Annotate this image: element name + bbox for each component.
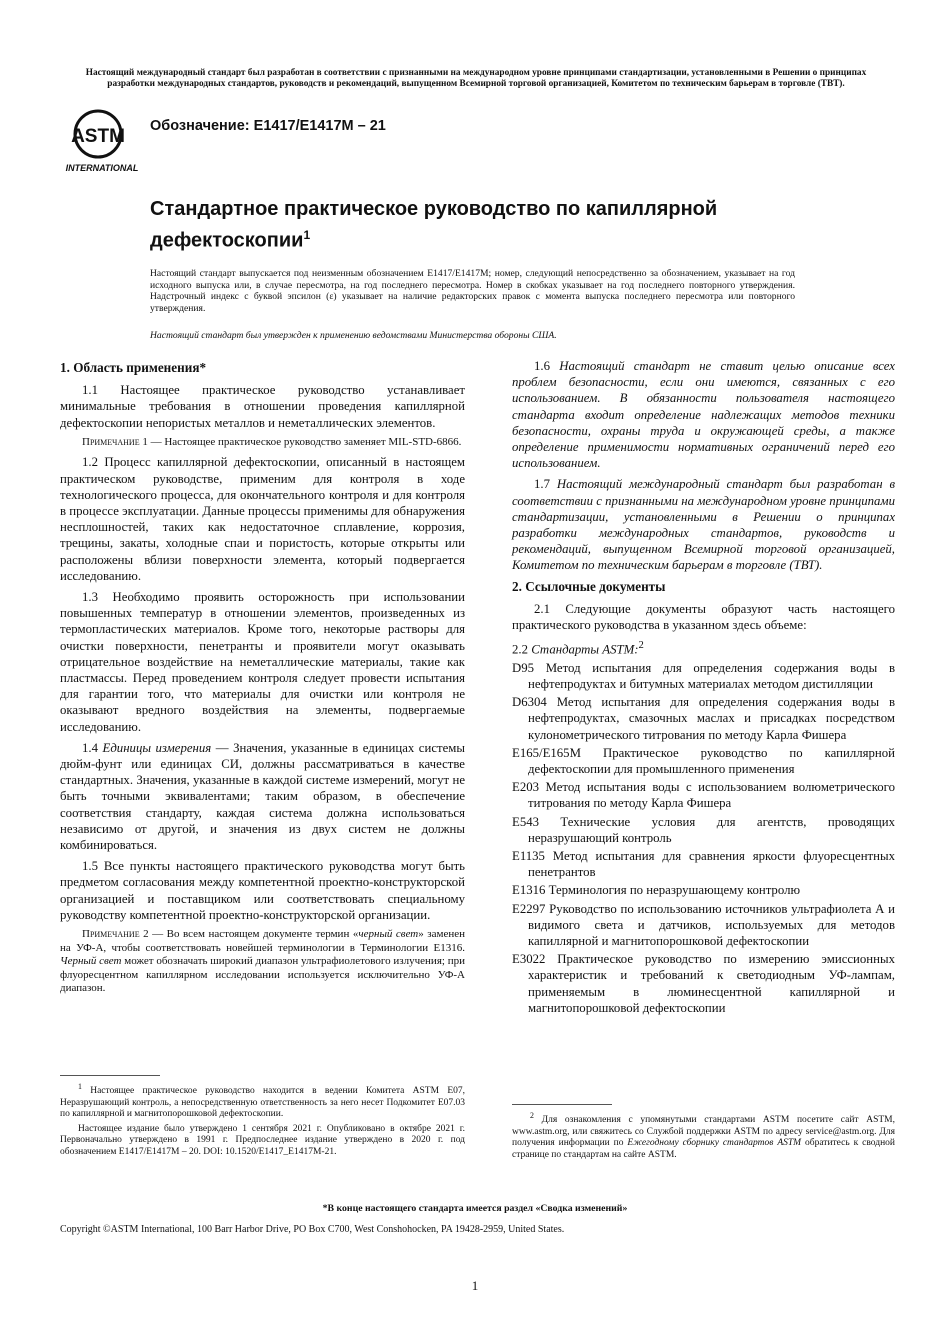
- designation: Обозначение: E1417/E1417M – 21: [150, 118, 386, 134]
- footnotes-right: [512, 1110, 895, 1164]
- fn2-em: Ежегодному сборнику стандартов ASTM: [627, 1138, 802, 1149]
- ref-item: E543 Технические условия для агентств, проводящих неразрушающий контроль: [512, 814, 895, 845]
- note-2-em1: черный свет: [358, 928, 419, 940]
- note-1: [60, 436, 465, 450]
- footnotes-left: [60, 1081, 465, 1161]
- summary-of-changes-note: *В конце настоящего стандарта имеется раздел «Сводка изменений»: [322, 1203, 628, 1214]
- title-footnote-mark: 1: [303, 228, 311, 242]
- ref-item: E203 Метод испытания воды с использованием волюметрического титрования по методу Карла Фишера: [512, 780, 895, 811]
- p2-2-sup: 2: [638, 640, 644, 652]
- ref-item: E1135 Метод испытания для сравнения яркости флуоресцентных пенетрантов: [512, 848, 895, 880]
- paragraph-1-3: 1.3 Необходимо проявить осторожность при использовании повышенных температур в отношении элементов, произведенных из термопластических материалов. Кроме того, некоторые растворы для очистки поверхности, пенетранты и проявители могут оказывать отрицательное воздействие на неметаллические материалы, такие как пластмассы. Перед проведением контроля следует провести испытания для гарантии того, что материалы для очистки или контроля не оказывают вредного воздействия на элементы, подвергаемые исследованию.: [60, 589, 465, 734]
- footnote-1b: Настоящее издание было утверждено 1 сентября 2021 г. Опубликовано в октябре 2021 г. Первоначально утверждено в 1991 г. Предпоследнее издание утверждено в 2020 г. под обозначением E1417/E1417M – 20. DOI: 10.1520/E1417_E1417M-21.: [60, 1123, 465, 1157]
- issue-note: Настоящий стандарт выпускается под неизменным обозначением E1417/E1417M; номер, следующий непосредственно за обозначением, указывает на год исходного выпуска или, в случае пересмотра, на год последнего пересмотра. Номер в скобках указывает на год последнего повторного утверждения. Надстрочный индекс с буквой эпсилон (ε) указывает на наличие редакторских правок с момента выпуска последнего пересмотра или повторного утверждения.: [150, 268, 795, 314]
- footnote-1: [60, 1081, 465, 1121]
- paragraph-1-1: 1.1 Настоящее практическое руководство устанавливает минимальные требования в отношении проведения капиллярной дефектоскопии непористых металлов и неметаллических элементов.: [60, 383, 465, 430]
- top-notice: Настоящий международный стандарт был разработан в соответствии с признанными на международном уровне принципами стандартизации, установленными в Решении о принципах разработки международных стандартов, руководств и рекомендаций, выпущенном Всемирной торговой организацией, Комитетом по техническим барьерам в торговле (ТВТ).: [85, 68, 867, 89]
- ref-item: D6304 Метод испытания для определения содержания воды в нефтепродуктах, смазочных маслах и присадках посредством кулонометрического титрования по методу Карла Фишера: [512, 695, 895, 742]
- paragraph-1-2: 1.2 Процесс капиллярной дефектоскопии, описанный в настоящем практическом руководстве, применим для контроля в ходе технологического процесса, для окончательного контроля и для контроля в процессе эксплуатации. Данные процессы применимы для обнаружения несплошностей, таких как недостаточное сплавление, коррозия, трещины, закаты, холодные спаи и пористость, которые открыты или расположены вблизи поверхности элемента, который подвергается исследованию.: [60, 455, 465, 583]
- document-title: [150, 196, 870, 254]
- p1-7-num: 1.7: [534, 477, 557, 492]
- page-number: 1: [471, 1278, 479, 1293]
- ref-item: E1316 Терминология по неразрушающему контролю: [512, 883, 801, 898]
- p1-6-num: 1.6: [534, 359, 560, 373]
- note-1-label: Примечание 1: [82, 435, 148, 448]
- footnote-divider-left: [60, 1075, 160, 1076]
- fn1-sup: 1: [78, 1082, 82, 1091]
- p1-7-em: Настоящий международный стандарт был разработан в соответствии с признанными на международном уровне принципами стандартизации, установленными в Решении о принципах разработки международных стандартов, руководств и рекомендаций, выпущенном Всемирной торговой организацией, Комитетом по техническим барьерам в торговле (ТВТ).: [512, 477, 895, 573]
- astm-logo: [64, 108, 144, 174]
- note-2-a: — Во всем настоящем документе термин «: [148, 928, 359, 940]
- paragraph-1-7: [512, 476, 895, 573]
- p1-4-em: Единицы измерения: [102, 740, 212, 755]
- fn2-sup: 2: [530, 1111, 534, 1120]
- p1-6-em: Настоящий стандарт не ставит целью описание всех проблем безопасности, если они имеются, связанных с его использованием. В обязанности пользователя настоящего стандарта входит определение надлежащих методов техники безопасности, охраны труда и окружающей среды, а также определение применимости нормативных ограничений перед его использованием.: [512, 359, 895, 471]
- note-2: [60, 928, 465, 996]
- section-1-heading: 1. Область применения*: [60, 360, 207, 375]
- p1-4-text: — Значения, указанные в единицах системы дюйм-фунт или единицах СИ, должны рассматриваться в качестве стандартных. Значения, указанные в каждой системе измерений, могут не быть точными эквивалентами; таким образом, в обеспечение соответствия стандарту, каждая система должна использоваться независимо от другой, и значения из двух систем не должны комбинироваться.: [60, 740, 465, 852]
- paragraph-1-5: 1.5 Все пункты настоящего практического руководства могут быть предметом согласования между компетентной проектно-конструкторской организацией и поставщиком или соответствовать специальному руководству компетентной проектно-конструкторской организации.: [60, 859, 465, 922]
- left-column: [60, 358, 465, 1001]
- p2-2-num: 2.2: [512, 642, 532, 657]
- p1-4-num: 1.4: [82, 740, 103, 755]
- footnote-divider-right: [512, 1104, 612, 1105]
- approved-note: Настоящий стандарт был утвержден к применению ведомствами Министерства обороны США.: [150, 330, 557, 341]
- right-column: [512, 358, 895, 1018]
- note-2-label: Примечание 2: [82, 928, 149, 940]
- p2-2-em: Стандарты ASTM:: [531, 642, 639, 657]
- note-2-c: может обозначать широкий диапазон ультрафиолетового излучения; при флуоресцентном капиллярном исследовании используется исключительно УФ-А диапазон.: [60, 955, 465, 994]
- note-1-text: — Настоящее практическое руководство заменяет MIL-STD-6866.: [147, 435, 462, 448]
- ref-item: E3022 Практическое руководство по измерению эмиссионных характеристик и требований к светодиодным УФ-лампам, применяемым в люминесцентной капиллярной и магнитопорошковой дефектоскопии: [512, 952, 895, 1015]
- astm-logo-icon: [64, 108, 144, 174]
- paragraph-2-2: [512, 638, 895, 657]
- logo-text: ASTM: [71, 126, 125, 147]
- logo-subtext: INTERNATIONAL: [65, 163, 139, 173]
- paragraph-2-1: 2.1 Следующие документы образуют часть настоящего практического руководства в указанном здесь объеме:: [512, 601, 895, 633]
- ref-item: E165/E165M Практическое руководство по капиллярной дефектоскопии для промышленного применения: [512, 745, 895, 776]
- fn1-text: Настоящее практическое руководство находится в ведении Комитета ASTM E07, Неразрушающий контроль, а непосредственную ответственность за него несет Подкомитет E07.03 по капиллярной и магнитопорошковой дефектоскопии.: [60, 1086, 465, 1120]
- paragraph-1-4: [60, 740, 465, 853]
- fn2-b: обратитесь к сводной странице по стандартам на сайте ASTM.: [512, 1138, 895, 1160]
- section-2-heading: 2. Ссылочные документы: [512, 578, 666, 594]
- ref-item: D95 Метод испытания для определения содержания воды в нефтепродуктах и битумных материалах методом дистилляции: [512, 660, 895, 691]
- paragraph-1-6: [512, 358, 895, 471]
- ref-item: E2297 Руководство по использованию источников ультрафиолета А и видимого света и датчиков, используемых для методов капиллярной и магнитопорошковой дефектоскопии: [512, 901, 895, 948]
- note-2-em2: Черный свет: [60, 955, 122, 967]
- note-2-b: » заменен на УФ-А, чтобы соответствовать новейшей терминологии в Терминологии E1316.: [60, 928, 466, 954]
- copyright: Copyright ©ASTM International, 100 Barr Harbor Drive, PO Box C700, West Conshohocken, PA 19428-2959, United States.: [60, 1224, 565, 1235]
- fn2-a: Для ознакомления с упомянутыми стандартами ASTM посетите сайт ASTM, www.astm.org, или свяжитесь со Службой поддержки ASTM по адресу service@astm.org. Для получения информации по: [512, 1115, 895, 1149]
- footnote-2: [512, 1110, 895, 1161]
- title-text: Стандартное практическое руководство по капиллярной дефектоскопии: [150, 198, 718, 252]
